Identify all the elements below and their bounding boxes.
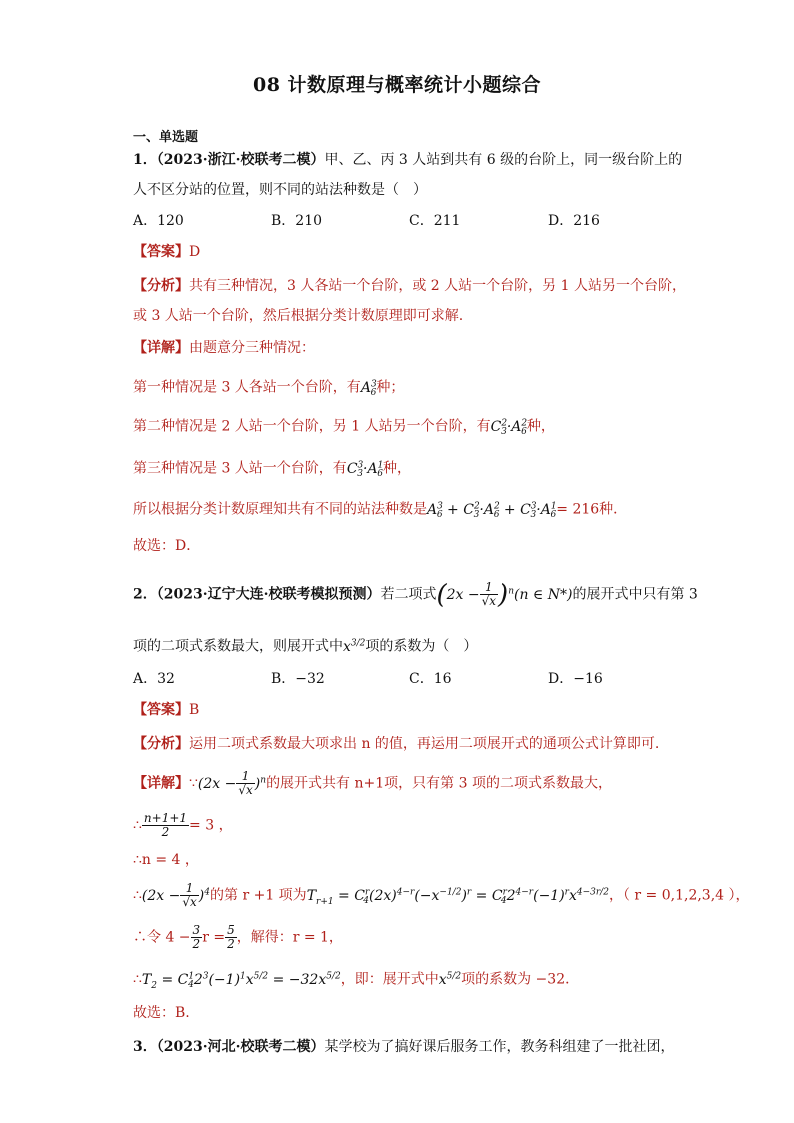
q2-x-power-2: $x^{5/2}$ [438, 971, 462, 988]
q2-stem1-suffix: 的展开式中只有第 3 [572, 586, 698, 603]
q2-detail-line5 [133, 924, 343, 951]
q1-formula-c33a61: $C^3_3\cdot A^1_6$ [346, 460, 384, 480]
q2-detail-tag: 【详解】 [133, 775, 189, 792]
q3-number: 3． [133, 1039, 157, 1055]
q3-stem-line1 [133, 1037, 674, 1057]
q2-x-power: $x^{3/2}$ [343, 638, 366, 655]
q2-analysis-text: 运用二项式系数最大项求出 n 的值，再运用二项展开式的通项公式计算即可. [189, 736, 660, 752]
q2-detail5-mid: r = [202, 929, 226, 946]
q1-formula-sum: $A^3_6 + C^2_3\cdot A^2_6 + C^3_3\cdot A^1_6$ [427, 501, 557, 521]
q2-binomial-expr: (2x − $\frac{1}{√x}$ )$^n$(n ∈ N*) [436, 579, 573, 610]
q2-detail-line3: ∴n = 4 ， [133, 852, 199, 868]
q2-detail5-prefix: ∴令 4 − [133, 929, 191, 946]
q1-analysis-tag: 【分析】 [133, 278, 189, 294]
q1-detail1-text: 第一种情况是 3 人各站一个台阶，有 [133, 379, 361, 396]
q2-expr2: (2x − $\frac{1}{√x}$ )$^4$ [141, 881, 210, 910]
q1-detail-tag: 【详解】 [133, 340, 189, 356]
q2-option-c: C．16 [409, 671, 452, 687]
q2-stem-line1 [133, 581, 698, 608]
q1-answer [133, 242, 200, 262]
q2-detail1-suffix: 的展开式共有 n+1项，只有第 3 项的二项式系数最大， [266, 775, 612, 792]
q2-detail-line2 [133, 812, 233, 839]
q2-stem-line2 [133, 633, 477, 657]
q2-expr1: (2x − $\frac{1}{√x}$ )$^n$ [197, 769, 267, 798]
q2-detail1-prefix: ∵ [189, 775, 198, 792]
q2-detail-line1 [133, 770, 612, 797]
q3-stem-text1: 某学校为了搞好课后服务工作，教务科组建了一批社团， [324, 1039, 675, 1055]
q2-analysis [133, 734, 659, 754]
q2-answer-value: B [189, 702, 200, 718]
q1-analysis-text1: 共有三种情况，3 人各站一个台阶，或 2 人站一个台阶，另 1 人站另一个台阶， [189, 278, 686, 294]
q1-detail-line4 [133, 496, 627, 525]
q2-detail4-mid: 的第 r +1 项为 [210, 887, 307, 904]
q2-option-d: D．−16 [548, 671, 603, 687]
q1-conclusion: 故选：D． [133, 538, 201, 554]
q2-t2-expr: $T_2 = C^1_42^3(-1)^1x^{5/2} = -32x^{5/2}$ [141, 971, 341, 991]
q2-answer-tag: 【答案】 [133, 702, 189, 718]
q1-detail-text0: 由题意分三种情况： [189, 340, 315, 356]
q1-source: （2023·浙江·校联考二模） [156, 152, 325, 168]
q2-detail6-prefix: ∴ [133, 971, 142, 988]
q1-formula-a63: $A^3_6$ [360, 379, 377, 399]
q2-number: 2． [133, 586, 157, 603]
q1-detail-line1 [133, 374, 404, 403]
q1-detail-line3 [133, 455, 411, 484]
q2-detail6-mid: ，即：展开式中 [340, 971, 439, 988]
q2-answer [133, 700, 199, 720]
page-title: 08 计数原理与概率统计小题综合 [252, 74, 542, 96]
q2-stem1-prefix: 若二项式 [380, 586, 437, 603]
q1-detail3-text: 第三种情况是 3 人站一个台阶，有 [133, 460, 347, 477]
q1-formula-c32a62: $C^2_3\cdot A^2_6$ [490, 418, 528, 438]
q2-detail-line4 [133, 882, 750, 911]
q2-detail2-prefix: ∴ [133, 817, 142, 834]
q2-source: （2023·辽宁大连·校联考模拟预测） [156, 586, 381, 603]
q1-detail4-text: 所以根据分类计数原理知共有不同的站法种数是 [133, 501, 427, 518]
q1-answer-tag: 【答案】 [133, 244, 189, 260]
q2-general-term: $T_{r+1} = C^r_4(2x)^{4-r}(-x^{-1/2})^r = C^r_42^{4-r}(-1)^rx^{4-3r/2}$ [306, 887, 609, 907]
q2-detail2-suffix: = 3 ， [189, 817, 233, 834]
q2-frac-n: $\frac{n+1+1}{2}$ [143, 811, 188, 839]
q2-option-a: A．32 [133, 671, 175, 687]
q1-option-d: D．216 [548, 213, 600, 229]
q2-frac-5-2: $\frac{5}{2}$ [227, 923, 235, 951]
q1-detail1-suffix: 种； [376, 379, 405, 396]
q1-detail-line2 [133, 413, 555, 442]
q1-number: 1． [133, 152, 157, 168]
q1-detail2-suffix: 种， [526, 418, 555, 435]
q2-detail4-suffix: ，（ r = 0,1,2,3,4 ）， [608, 887, 750, 904]
q1-stem-text1: 甲、乙、丙 3 人站到共有 6 级的台阶上，同一级台阶上的 [324, 152, 683, 168]
q1-analysis-line1 [133, 276, 686, 296]
q1-detail2-text: 第二种情况是 2 人站一个台阶，另 1 人站另一个台阶，有 [133, 418, 491, 435]
q1-stem-line1 [133, 150, 682, 170]
q2-option-b: B．−32 [271, 671, 325, 687]
q1-option-a: A．120 [133, 213, 184, 229]
q2-detail6-suffix: 项的系数为 −32． [461, 971, 580, 988]
q1-detail4-suffix: = 216种． [556, 501, 628, 518]
q1-answer-value: D [189, 244, 201, 260]
q2-detail-line6 [133, 966, 579, 995]
q3-source: （2023·河北·校联考二模） [156, 1039, 325, 1055]
q1-analysis-line2: 或 3 人站一个台阶，然后根据分类计数原理即可求解. [133, 308, 464, 324]
section-heading: 一、单选题 [133, 130, 199, 145]
q2-analysis-tag: 【分析】 [133, 736, 189, 752]
q2-detail4-prefix: ∴ [133, 887, 142, 904]
q1-detail3-suffix: 种， [383, 460, 412, 477]
q1-detail-line0 [133, 338, 315, 358]
q1-stem-line2: 人不区分站的位置，则不同的站法种数是（ ） [133, 182, 427, 198]
q2-frac-3-2: $\frac{3}{2}$ [192, 923, 201, 951]
q1-option-c: C．211 [409, 213, 461, 229]
q2-conclusion: 故选：B. [133, 1005, 190, 1021]
q1-option-b: B．210 [271, 213, 323, 229]
q2-stem2-suffix: 项的系数为（ ） [365, 638, 478, 655]
q2-stem2-prefix: 项的二项式系数最大，则展开式中 [133, 638, 343, 655]
q2-detail5-suffix: ，解得：r = 1， [236, 929, 343, 946]
